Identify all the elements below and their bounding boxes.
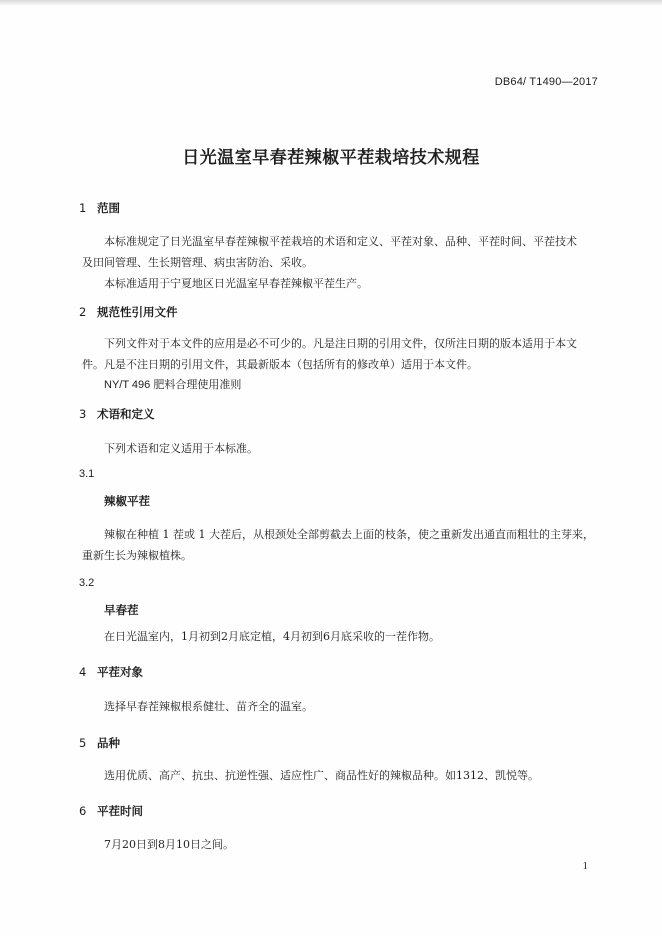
paragraph-line: 辣椒在种植 1 茬或 1 大茬后，从根颈处全部剪截去上面的枝条，使之重新发出通直而粗壮的主芽来， bbox=[104, 528, 594, 541]
section-number: 5 bbox=[79, 736, 87, 750]
section-heading-terms bbox=[79, 406, 155, 422]
section-title: 规范性引用文件 bbox=[97, 305, 178, 319]
terms-paragraph bbox=[82, 438, 602, 459]
section-heading-normative-references bbox=[79, 304, 178, 320]
paragraph-line: 在日光温室内，1月初到2月底定植，4月初到6月底采收的一茬作物。 bbox=[104, 630, 440, 643]
section-title: 平茬时间 bbox=[97, 804, 143, 818]
section-title: 品种 bbox=[97, 736, 120, 750]
section-heading-scope bbox=[79, 200, 120, 216]
scope-paragraph bbox=[82, 231, 602, 294]
standard-code: DB64/ T1490—2017 bbox=[494, 76, 598, 88]
section-heading-variety bbox=[79, 735, 120, 751]
paragraph-line: 及田间管理、生长期管理、病虫害防治、采收。 bbox=[82, 256, 313, 269]
timing-paragraph bbox=[82, 834, 602, 855]
references-paragraph bbox=[82, 333, 602, 396]
section-number: 4 bbox=[79, 665, 87, 679]
section-number: 1 bbox=[79, 201, 87, 215]
document-title: 日光温室早春茬辣椒平茬栽培技术规程 bbox=[182, 148, 480, 168]
paragraph-line: 本标准适用于宁夏地区日光温室早春茬辣椒平茬生产。 bbox=[104, 277, 368, 290]
term-title: 早春茬 bbox=[104, 603, 139, 617]
section-number: 6 bbox=[79, 804, 87, 818]
term-title: 辣椒平茬 bbox=[104, 494, 150, 508]
reference-item: NY/T 496 肥料合理使用准则 bbox=[104, 379, 242, 391]
term-definition bbox=[82, 524, 602, 566]
paragraph-line: 7月20日到8月10日之间。 bbox=[104, 838, 234, 851]
paragraph-line: 选择早春茬辣椒根系健壮、苗齐全的温室。 bbox=[104, 700, 313, 713]
section-number: 3 bbox=[79, 407, 87, 421]
paragraph-line: 下列文件对于本文件的应用是必不可少的。凡是注日期的引用文件，仅所注日期的版本适用于本文 bbox=[104, 337, 577, 350]
paragraph-line: 件。凡是不注日期的引用文件，其最新版本（包括所有的修改单）适用于本文件。 bbox=[82, 358, 478, 371]
term-definition bbox=[82, 626, 602, 647]
paragraph-line: 本标准规定了日光温室早春茬辣椒平茬栽培的术语和定义、平茬对象、品种、平茬时间、平茬技术 bbox=[104, 235, 577, 248]
scan-edge-shadow bbox=[0, 0, 662, 6]
paragraph-line: 重新生长为辣椒植株。 bbox=[82, 549, 192, 562]
section-heading-target bbox=[79, 664, 143, 680]
paragraph-line: 选用优质、高产、抗虫、抗逆性强、适应性广、商品性好的辣椒品种。如1312、凯悦等。 bbox=[104, 769, 539, 782]
section-title: 术语和定义 bbox=[97, 407, 155, 421]
section-title: 范围 bbox=[97, 201, 120, 215]
section-heading-timing bbox=[79, 803, 143, 819]
page-number: 1 bbox=[582, 860, 588, 872]
clause-number: 3.2 bbox=[79, 577, 95, 589]
section-title: 平茬对象 bbox=[97, 665, 143, 679]
clause-number: 3.1 bbox=[79, 468, 95, 480]
paragraph-line: 下列术语和定义适用于本标准。 bbox=[104, 442, 258, 455]
variety-paragraph bbox=[82, 765, 602, 786]
section-number: 2 bbox=[79, 305, 87, 319]
target-paragraph bbox=[82, 696, 602, 717]
